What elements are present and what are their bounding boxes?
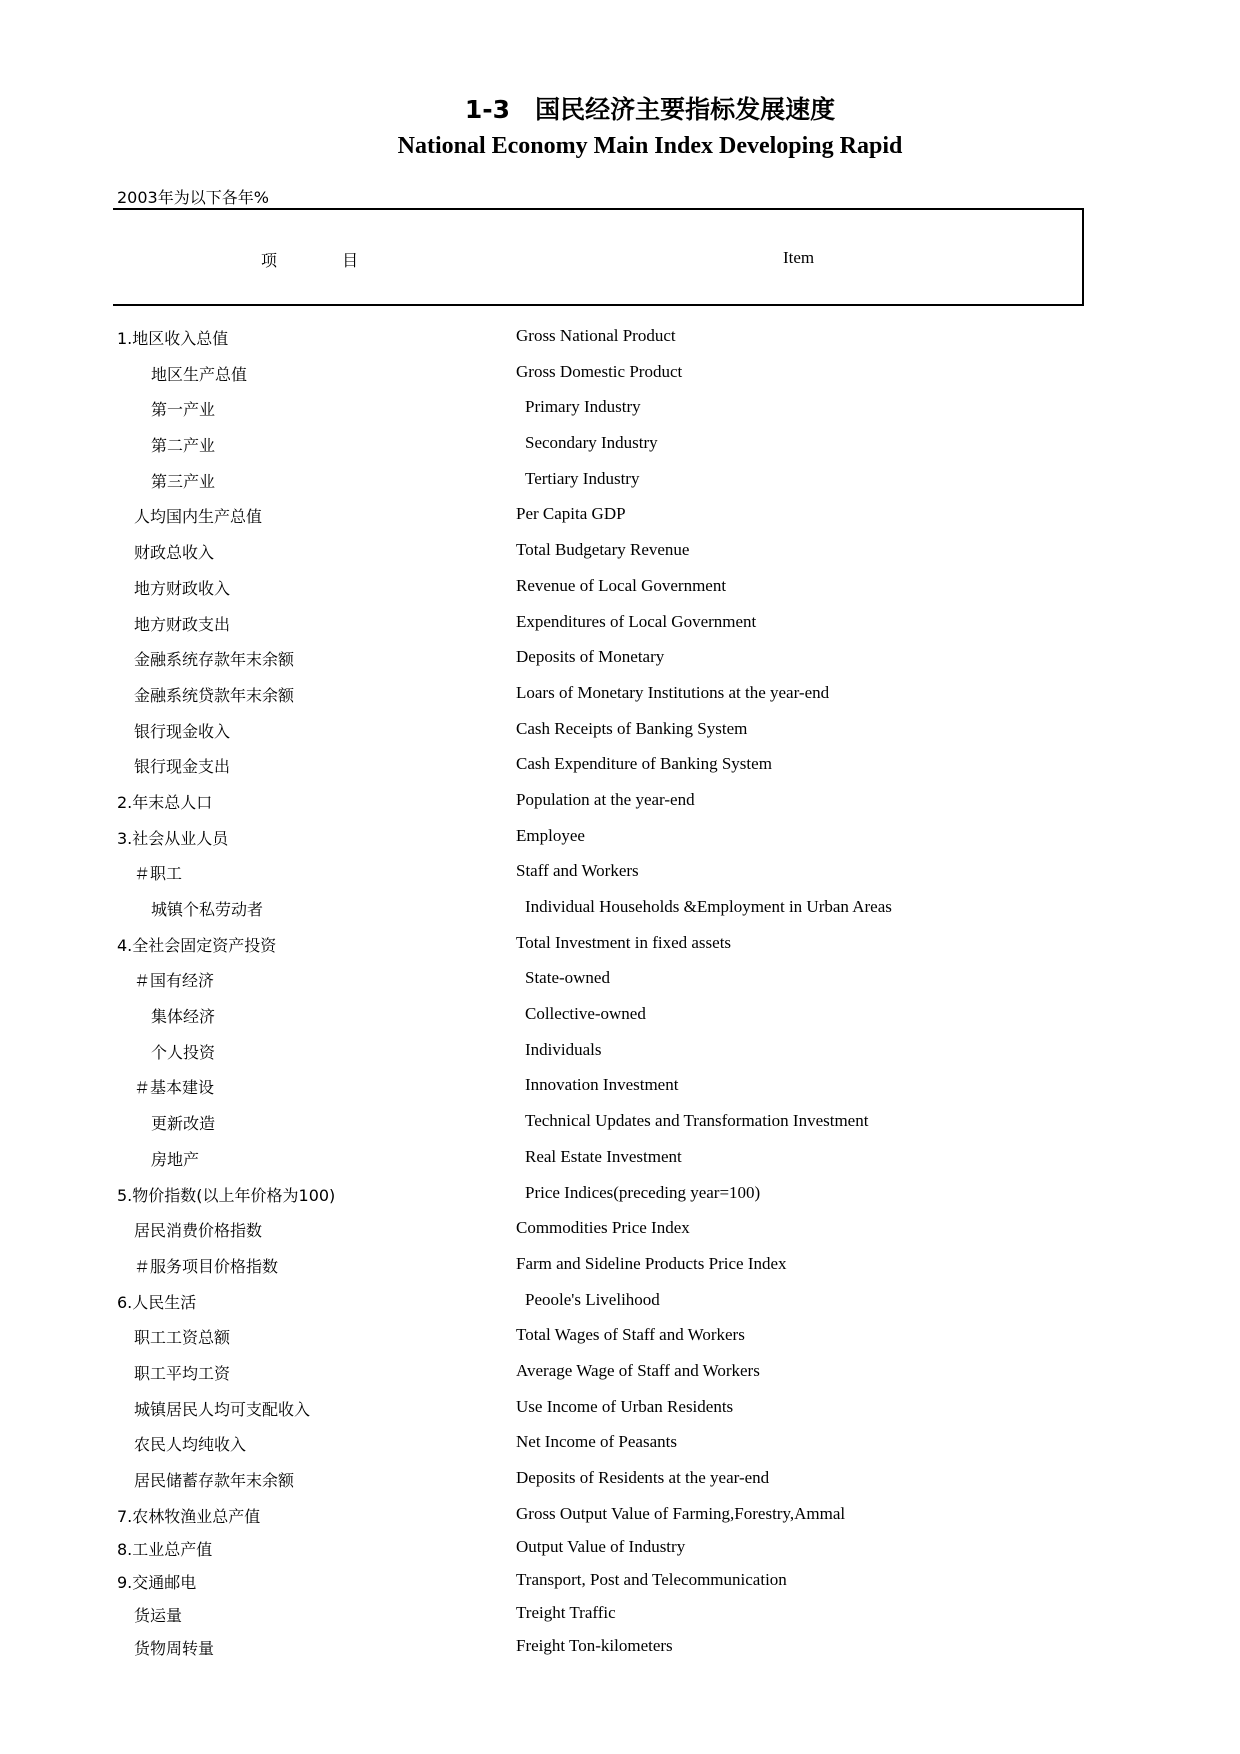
item-cn: 3.社会从业人员 (117, 828, 229, 848)
item-en: Employee (516, 825, 585, 845)
table-row (0, 1393, 1240, 1429)
item-en: Transport, Post and Telecommunication (516, 1569, 787, 1589)
item-cn: 居民储蓄存款年末余额 (134, 1471, 295, 1490)
item-en: Total Investment in fixed assets (516, 932, 732, 952)
table-row (0, 1107, 1240, 1143)
item-cn: 7.农林牧渔业总产值 (117, 1506, 261, 1526)
item-cn: 农民人均纯收入 (134, 1435, 247, 1455)
item-en: Loars of Monetary Institutions at the year-end (516, 682, 830, 702)
item-en: Deposits of Monetary (516, 647, 665, 667)
item-en: Cash Receipts of Banking System (516, 718, 748, 738)
table-row (0, 358, 1240, 394)
item-en: Gross Output Value of Farming,Forestry,Ammal (516, 1503, 846, 1523)
item-en: Average Wage of Staff and Workers (516, 1360, 760, 1380)
item-cn: 职工平均工资 (134, 1363, 231, 1383)
table-row (0, 608, 1240, 644)
table-row (0, 1533, 1240, 1566)
item-cn: 第一产业 (151, 400, 216, 420)
item-en: Net Income of Peasants (516, 1432, 677, 1452)
page-title: 1-3 国民经济主要指标发展速度 (464, 95, 836, 124)
item-en: Use Income of Urban Residents (516, 1396, 734, 1416)
item-en: Revenue of Local Government (516, 575, 727, 595)
table-row (0, 893, 1240, 929)
item-cn: 城镇居民人均可支配收入 (134, 1399, 311, 1419)
table-row (0, 1143, 1240, 1179)
item-en: Tertiary Industry (525, 468, 640, 488)
item-cn: 地方财政收入 (134, 578, 231, 598)
item-en: Secondary Industry (525, 433, 658, 453)
item-en: Output Value of Industry (516, 1536, 686, 1556)
item-cn: ＃国有经济 (134, 971, 215, 991)
item-en: Expenditures of Local Government (516, 611, 757, 631)
item-cn: 金融系统存款年末余额 (134, 650, 295, 670)
item-en: Total Wages of Staff and Workers (516, 1325, 745, 1345)
item-en: Innovation Investment (525, 1075, 679, 1095)
table-row (0, 1428, 1240, 1464)
item-en: Gross Domestic Product (516, 361, 683, 381)
item-en: Gross National Product (516, 326, 676, 345)
table-row (0, 786, 1240, 822)
table-header (113, 208, 1084, 306)
item-cn: 1.地区收入总值 (117, 329, 229, 348)
item-en: State-owned (525, 968, 610, 988)
item-cn: 职工工资总额 (134, 1328, 231, 1348)
item-cn: 银行现金收入 (134, 721, 231, 741)
table-row (0, 1566, 1240, 1599)
table-row (0, 1286, 1240, 1322)
table-row (0, 822, 1240, 858)
table-row (0, 1000, 1240, 1036)
table-row (0, 715, 1240, 751)
item-en: Farm and Sideline Products Price Index (516, 1253, 787, 1273)
item-cn: 居民消费价格指数 (134, 1221, 263, 1241)
page-subtitle: National Economy Main Index Developing Rapid (397, 133, 903, 159)
table-row (0, 1357, 1240, 1393)
table-row (0, 1321, 1240, 1357)
item-en: Price Indices(preceding year=100) (525, 1182, 761, 1202)
item-cn: 第三产业 (151, 471, 216, 491)
table-row (0, 643, 1240, 679)
item-cn: 个人投资 (151, 1042, 216, 1062)
item-en: Individual Households &Employment in Urban Areas (525, 897, 892, 916)
item-cn: 地区生产总值 (151, 364, 248, 384)
table-row (0, 929, 1240, 965)
table-row (0, 322, 1240, 358)
item-cn: 8.工业总产值 (117, 1539, 213, 1559)
item-en: Technical Updates and Transformation Investment (525, 1111, 869, 1131)
table-row (0, 1071, 1240, 1107)
item-en: Real Estate Investment (525, 1146, 682, 1166)
table-row (0, 1179, 1240, 1215)
item-cn: ＃服务项目价格指数 (134, 1256, 279, 1276)
item-en: Treight Traffic (516, 1602, 616, 1622)
item-cn: 9.交通邮电 (117, 1572, 197, 1592)
item-en: Total Budgetary Revenue (516, 540, 690, 560)
table-row (0, 857, 1240, 893)
item-en: Population at the year-end (516, 789, 695, 809)
item-en: Commodities Price Index (516, 1218, 690, 1238)
table-row (0, 465, 1240, 501)
item-cn: 银行现金支出 (134, 757, 231, 777)
item-cn: 金融系统贷款年末余额 (134, 685, 295, 705)
item-cn: ＃职工 (134, 864, 183, 884)
table-row (0, 500, 1240, 536)
table-row (0, 1464, 1240, 1500)
item-cn: 房地产 (151, 1149, 200, 1169)
item-cn: 集体经济 (151, 1007, 216, 1027)
table-row (0, 1214, 1240, 1250)
table-row (0, 964, 1240, 1000)
item-en: Primary Industry (525, 397, 641, 417)
item-cn: 人均国内生产总值 (134, 507, 263, 527)
item-cn: 货物周转量 (134, 1638, 215, 1658)
unit-note: 2003年为以下各年% (117, 188, 269, 207)
item-cn: 货运量 (134, 1605, 183, 1625)
item-en: Cash Expenditure of Banking System (516, 754, 772, 774)
header-cn: 项 目 (261, 251, 359, 270)
table-row (0, 750, 1240, 786)
table-body (0, 322, 1240, 1665)
item-en: Peoole's Livelihood (525, 1289, 660, 1309)
item-en: Individuals (525, 1039, 602, 1059)
item-cn: 2.年末总人口 (117, 792, 213, 812)
table-row (0, 1250, 1240, 1286)
item-en: Per Capita GDP (516, 504, 626, 524)
item-cn: 财政总收入 (134, 543, 215, 563)
header-en: Item (783, 248, 815, 267)
table-row (0, 679, 1240, 715)
table-row (0, 393, 1240, 429)
item-cn: 地方财政支出 (134, 614, 231, 634)
table-row (0, 536, 1240, 572)
item-cn: 4.全社会固定资产投资 (117, 935, 277, 955)
item-en: Collective-owned (525, 1004, 646, 1024)
table-row (0, 429, 1240, 465)
item-cn: ＃基本建设 (134, 1078, 215, 1098)
item-cn: 5.物价指数(以上年价格为100) (117, 1185, 336, 1205)
item-en: Deposits of Residents at the year-end (516, 1468, 770, 1487)
table-row (0, 1632, 1240, 1665)
item-en: Freight Ton-kilometers (516, 1635, 673, 1655)
table-row (0, 572, 1240, 608)
item-en: Staff and Workers (516, 861, 639, 881)
table-row (0, 1036, 1240, 1072)
table-row (0, 1500, 1240, 1533)
item-cn: 第二产业 (151, 436, 216, 456)
item-cn: 城镇个私劳动者 (151, 900, 264, 919)
item-cn: 6.人民生活 (117, 1292, 197, 1312)
table-row (0, 1599, 1240, 1632)
item-cn: 更新改造 (151, 1114, 216, 1134)
